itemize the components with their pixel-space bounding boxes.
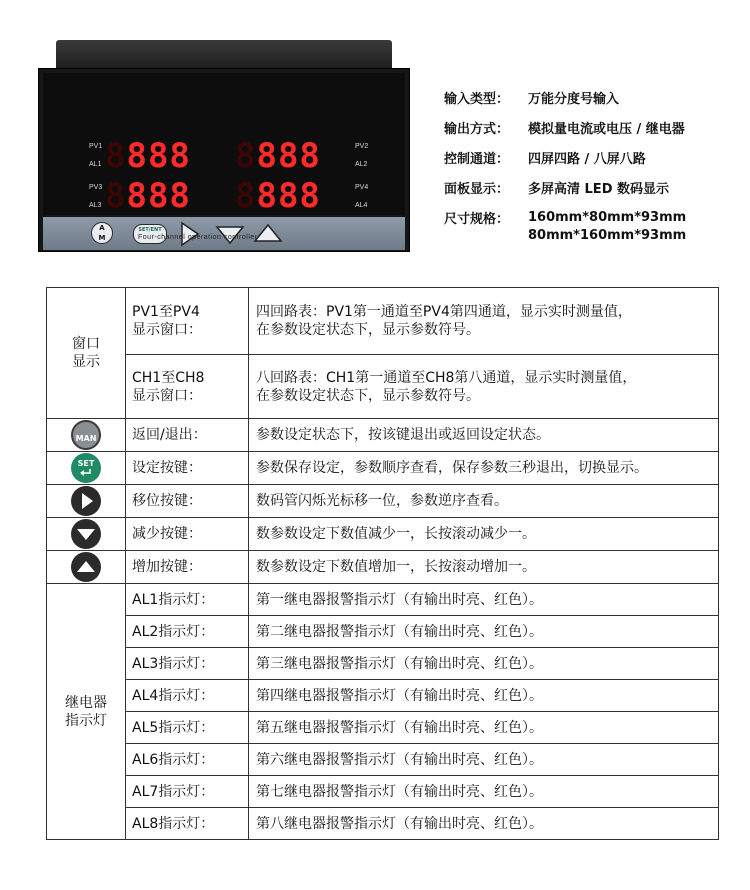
table-row	[47, 616, 719, 648]
window-group-label: 窗口显示	[47, 288, 126, 419]
controller-device-image	[38, 40, 410, 252]
spec-row	[444, 142, 744, 172]
table-row	[47, 712, 719, 744]
row-description: 参数设定状态下，按该键退出或返回设定状态。	[249, 419, 719, 452]
led-readout-pv2: 8888	[235, 136, 321, 176]
table-row	[47, 452, 719, 485]
label-al1: AL1	[89, 161, 102, 168]
table-row	[47, 584, 719, 616]
spec-key: 面板显示：	[444, 181, 510, 197]
table-row	[47, 776, 719, 808]
table-row	[47, 680, 719, 712]
spec-key: 输入类型：	[444, 91, 510, 107]
led-readout-pv3: 8888	[105, 176, 191, 216]
spec-value: 模拟量电流或电压 / 继电器	[528, 121, 685, 137]
icon-cell	[47, 551, 126, 584]
row-name: 移位按键：	[126, 485, 249, 518]
spec-key: 输出方式：	[444, 121, 510, 137]
label-pv4: PV4	[355, 184, 369, 191]
table-row	[47, 648, 719, 680]
spec-value: 四屏四路 / 八屏八路	[528, 151, 646, 167]
icon-cell	[47, 518, 126, 551]
row-description: 参数保存设定，参数顺序查看，保存参数三秒退出，切换显示。	[249, 452, 719, 485]
spec-list	[444, 82, 744, 232]
spec-row	[444, 112, 744, 142]
row-description: 八回路表：CH1第一通道至CH8第八通道，显示实时测量值， 在参数设定状态下，显示参数符号。	[249, 355, 719, 419]
row-name: 减少按键：	[126, 518, 249, 551]
label-pv3: PV3	[89, 184, 103, 191]
row-description: 第三继电器报警指示灯（有输出时亮、红色）。	[249, 648, 719, 680]
icon-cell	[47, 419, 126, 452]
spec-value: 万能分度号输入	[528, 91, 620, 107]
label-al3: AL3	[89, 202, 102, 209]
row-name: AL6指示灯：	[126, 744, 249, 776]
led-readout-pv4: 8888	[235, 176, 321, 216]
man-icon: MAN	[71, 420, 101, 450]
label-al4: AL4	[355, 202, 368, 209]
row-description: 第八继电器报警指示灯（有输出时亮、红色）。	[249, 808, 719, 840]
label-pv1: PV1	[89, 143, 103, 150]
row-description: 第二继电器报警指示灯（有输出时亮、红色）。	[249, 616, 719, 648]
table-row	[47, 518, 719, 551]
table-row	[47, 485, 719, 518]
spec-row	[444, 82, 744, 112]
row-description: 第六继电器报警指示灯（有输出时亮、红色）。	[249, 744, 719, 776]
row-description: 数参数设定下数值减少一，长按滚动减少一。	[249, 518, 719, 551]
device-front-panel	[38, 68, 410, 252]
row-name: 返回/退出：	[126, 419, 249, 452]
decrease-icon	[71, 519, 101, 549]
device-housing	[56, 40, 392, 70]
row-name: AL3指示灯：	[126, 648, 249, 680]
row-name: AL5指示灯：	[126, 712, 249, 744]
led-display-area	[43, 73, 405, 215]
table-row	[47, 288, 719, 355]
spec-value-alt-size: 80mm*160mm*93mm	[528, 228, 687, 243]
set-ent-button[interactable]: SET/ENT	[133, 224, 167, 244]
row-name: CH1至CH8 显示窗口：	[126, 355, 249, 419]
set-icon: SET	[71, 453, 101, 483]
shift-right-icon	[71, 486, 101, 516]
row-name: 设定按键：	[126, 452, 249, 485]
spec-key: 控制通道：	[444, 151, 510, 167]
table-row	[47, 551, 719, 584]
row-description: 第一继电器报警指示灯（有输出时亮、红色）。	[249, 584, 719, 616]
spec-key: 尺寸规格：	[444, 211, 510, 227]
table-row	[47, 419, 719, 452]
relay-group-label: 继电器指示灯	[47, 584, 126, 840]
row-name: AL4指示灯：	[126, 680, 249, 712]
row-description: 第七继电器报警指示灯（有输出时亮、红色）。	[249, 776, 719, 808]
row-description: 数码管闪烁光标移一位，参数逆序查看。	[249, 485, 719, 518]
label-pv2: PV2	[355, 143, 369, 150]
row-name: AL2指示灯：	[126, 616, 249, 648]
icon-cell	[47, 485, 126, 518]
increase-icon	[71, 552, 101, 582]
row-name: PV1至PV4 显示窗口：	[126, 288, 249, 355]
device-subtitle: Four-channel operation controller	[138, 234, 258, 241]
function-table	[46, 287, 719, 840]
label-al2: AL2	[355, 161, 368, 168]
row-description: 四回路表：PV1第一通道至PV4第四通道，显示实时测量值， 在参数设定状态下，显示参数符号。	[249, 288, 719, 355]
spec-row	[444, 172, 744, 202]
row-description: 第四继电器报警指示灯（有输出时亮、红色）。	[249, 680, 719, 712]
row-name: 增加按键：	[126, 551, 249, 584]
row-name: AL8指示灯：	[126, 808, 249, 840]
icon-cell	[47, 452, 126, 485]
spec-value: 160mm*80mm*93mm	[528, 209, 687, 225]
row-name: AL7指示灯：	[126, 776, 249, 808]
row-description: 第五继电器报警指示灯（有输出时亮、红色）。	[249, 712, 719, 744]
led-readout-pv1: 8888	[105, 136, 191, 176]
table-row	[47, 808, 719, 840]
am-button[interactable]: A M	[91, 222, 113, 244]
row-description: 数参数设定下数值增加一，长按滚动增加一。	[249, 551, 719, 584]
row-name: AL1指示灯：	[126, 584, 249, 616]
table-row	[47, 355, 719, 419]
spec-value: 多屏高清 LED 数码显示	[528, 181, 670, 197]
table-row	[47, 744, 719, 776]
